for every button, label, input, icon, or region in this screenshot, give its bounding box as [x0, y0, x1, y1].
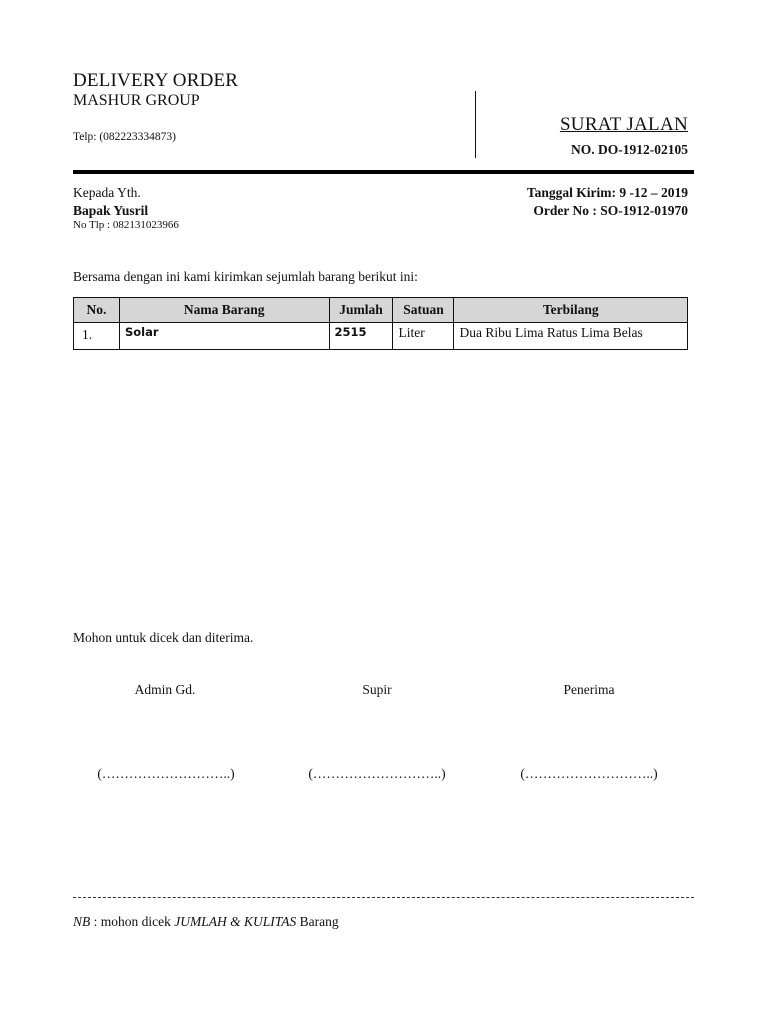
footer-note	[73, 914, 339, 930]
table-row	[74, 323, 688, 350]
header-vertical-divider	[475, 91, 476, 158]
order-number: Order No : SO-1912-01970	[533, 203, 688, 218]
footer-dashed-rule	[73, 897, 694, 898]
intro-text: Bersama dengan ini kami kirimkan sejumlah barang berikut ini:	[73, 269, 418, 284]
document-number: NO. DO-1912-02105	[571, 142, 688, 157]
table-header-row	[74, 298, 688, 323]
signature-line-admin: (………………………..)	[97, 766, 235, 781]
recipient-phone: No Tlp : 082131023966	[73, 219, 179, 231]
cell-no: 1.	[74, 323, 120, 350]
header-in-words: Terbilang	[454, 298, 688, 323]
header-quantity: Jumlah	[329, 298, 393, 323]
cell-unit: Liter	[393, 323, 454, 350]
cell-item-name: Solar	[119, 323, 329, 350]
header-rule	[73, 170, 694, 174]
company-name: MASHUR GROUP	[73, 92, 200, 109]
ship-date: Tanggal Kirim: 9 -12 – 2019	[526, 185, 688, 200]
recipient-name: Bapak Yusril	[73, 203, 149, 218]
header-item-name: Nama Barang	[119, 298, 329, 323]
company-phone: Telp: (082223334873)	[73, 131, 177, 143]
cell-in-words: Dua Ribu Lima Ratus Lima Belas	[454, 323, 688, 350]
note-prefix: NB	[73, 914, 91, 929]
header-no: No.	[74, 298, 120, 323]
signature-line-driver: (………………………..)	[308, 766, 446, 781]
cell-quantity: 2515	[329, 323, 393, 350]
document-title: DELIVERY ORDER	[73, 70, 239, 91]
closing-text: Mohon untuk dicek dan diterima.	[73, 630, 254, 645]
recipient-greeting: Kepada Yth.	[73, 185, 141, 200]
header-unit: Satuan	[393, 298, 454, 323]
signature-label-driver: Supir	[362, 682, 392, 697]
surat-jalan-title: SURAT JALAN	[559, 114, 688, 135]
items-table	[73, 297, 688, 350]
signature-label-receiver: Penerima	[563, 682, 615, 697]
signature-line-receiver: (………………………..)	[520, 766, 658, 781]
note-suffix: Barang	[296, 914, 339, 929]
note-emphasis: JUMLAH & KULITAS	[174, 914, 297, 929]
note-text: : mohon dicek	[90, 914, 175, 929]
signature-label-admin: Admin Gd.	[134, 682, 196, 697]
